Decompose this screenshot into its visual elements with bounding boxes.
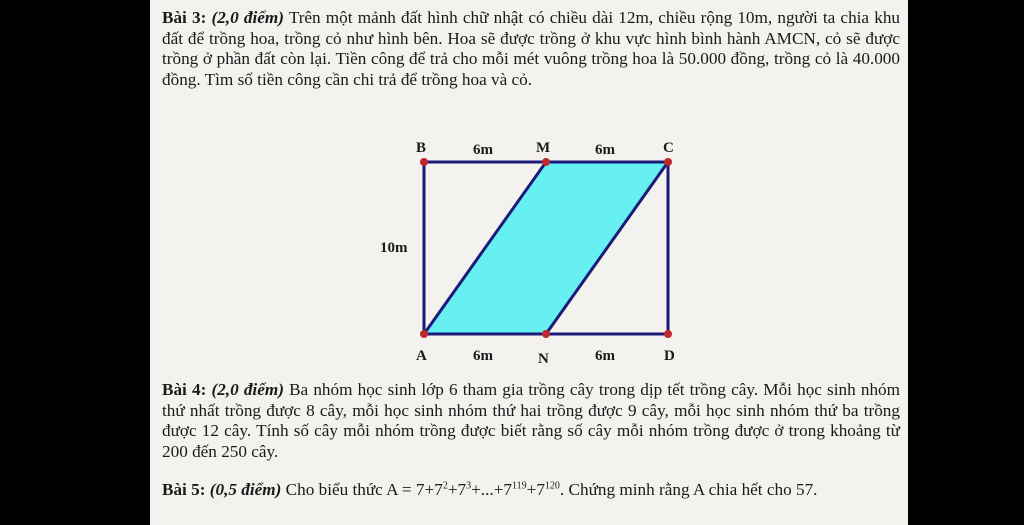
expr-part: A = 7+7 [386,480,443,499]
problem-5-expression [386,480,560,499]
problem-5-title: Bài 5: [162,480,206,499]
parallelogram-amcn [424,162,668,334]
problem-5 [162,480,900,501]
problem-4-title: Bài 4: [162,380,207,399]
exponent-3: 3 [466,480,472,492]
problem-4 [162,380,900,462]
label-top-left-length: 6m [473,142,493,158]
rectangle-diagram [370,132,675,372]
label-d: D [664,348,675,364]
point-n [542,330,550,338]
exponent-2: 2 [442,480,448,492]
document-page [150,0,908,525]
label-bottom-right-length: 6m [595,348,615,364]
label-top-right-length: 6m [595,142,615,158]
problem-3-points: (2,0 điểm) [211,8,284,27]
label-c: C [663,140,674,156]
point-d [664,330,672,338]
label-height-length: 10m [380,240,408,256]
problem-3 [162,8,900,90]
problem-4-points: (2,0 điểm) [211,380,284,399]
problem-5-intro: Cho biểu thức [285,480,383,499]
exponent-119: 119 [511,480,527,492]
exponent-120: 120 [544,480,560,492]
expr-part: +7 [526,480,545,499]
point-c [664,158,672,166]
label-bottom-left-length: 6m [473,348,493,364]
problem-3-text: Trên một mảnh đất hình chữ nhật có chiều dài 12m, chiều rộng 10m, người ta chia khu đất để trồng hoa, trồng cỏ như hình bên. Hoa sẽ được trồng ở khu vực hình bình hành AMCN, cỏ sẽ được trồng ở phần đất còn lại. Tiền công để trả cho mỗi mét vuông trồng hoa là 50.000 đồng, trồng cỏ là 40.000 đồng. Tìm số tiền công cần chi trả để trồng hoa và cỏ. [162,8,901,89]
expr-part: +...+7 [471,480,512,499]
problem-5-points: (0,5 điểm) [209,480,282,499]
problem-5-outro: . Chứng minh rằng A chia hết cho 57. [559,480,818,499]
point-b [420,158,428,166]
label-b: B [416,140,427,156]
label-m: M [536,140,551,156]
problem-4-text: Ba nhóm học sinh lớp 6 tham gia trồng cây trong dịp tết trồng cây. Mỗi học sinh nhóm thứ nhất trồng được 8 cây, mỗi học sinh nhóm thứ hai trồng được 9 cây, mỗi học sinh nhóm thứ ba trồng được 12 cây. Tính số cây mỗi nhóm trồng được biết rằng số cây mỗi nhóm trồng được ở trong khoảng từ 200 đến 250 cây. [162,380,901,461]
problem-3-title: Bài 3: [162,8,207,27]
expr-part: +7 [447,480,467,499]
point-a [420,330,428,338]
point-m [542,158,550,166]
label-n: N [538,351,549,367]
label-a: A [416,348,427,364]
